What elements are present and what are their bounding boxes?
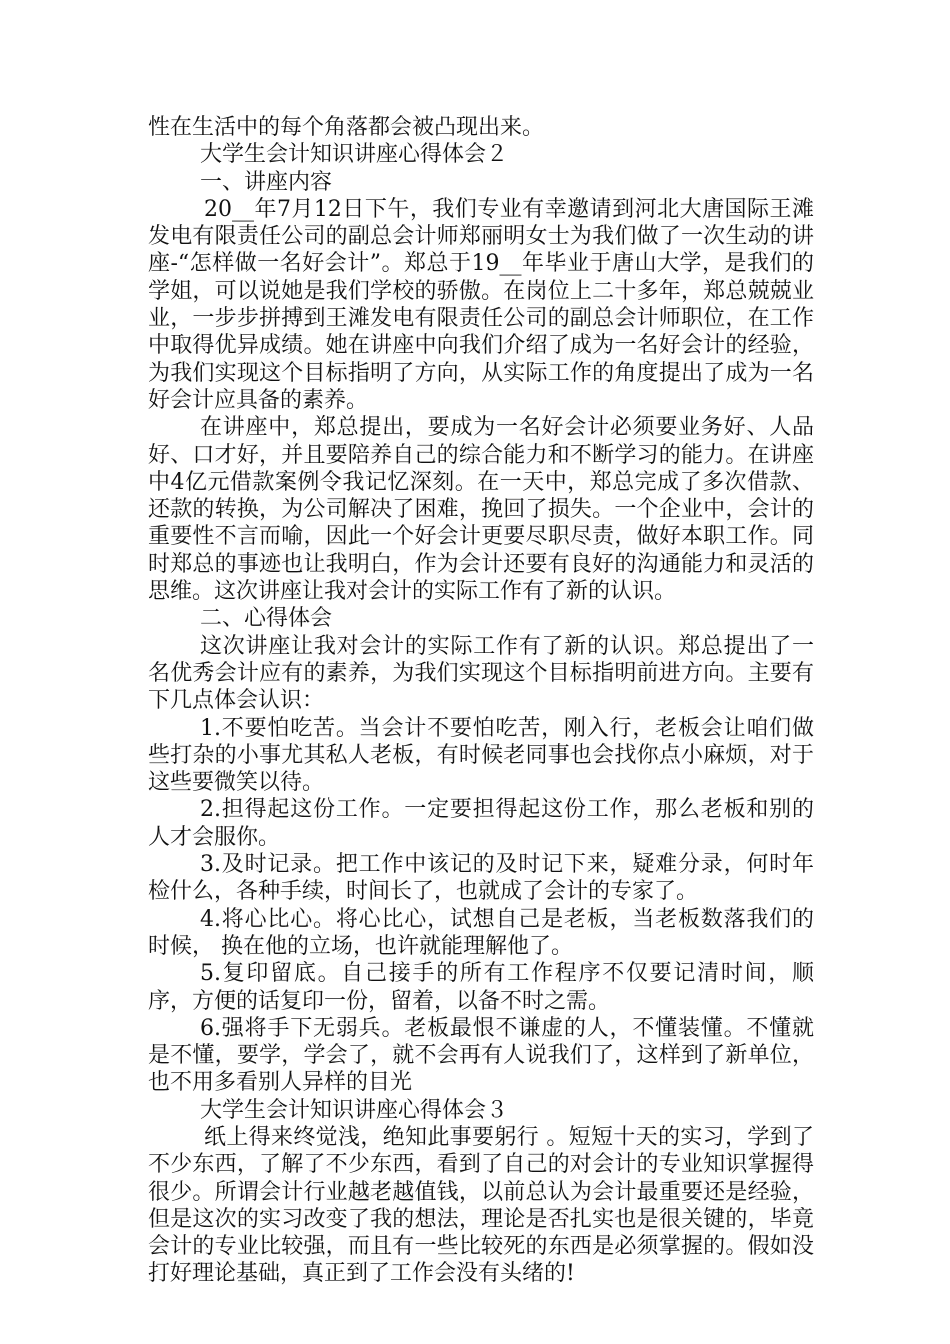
section-title-2: 大学生会计知识讲座心得体会２	[200, 142, 509, 168]
paragraph-lecture-details: 在讲座中，郑总提出，要成为一名好会计必须要业务好、人品好、口才好，并且要陪养自己的综合能力和不断学习的能力。在讲座中4亿元借款案例令我记忆深刻。在一天中，郑总完成了多次借款、还款的转换，为公司解决了困难，挽回了损失。一个企业中，会计的重要性不言而喻，因此一个好会计更要尽职尽责，做好本职工作。同时郑总的事迹也让我明白，作为会计还要有良好的沟通能力和灵活的思维。这次讲座让我对会计的实际工作有了新的认识。	[148, 415, 814, 605]
list-item-2: 2.担得起这份工作。一定要担得起这份工作，那么老板和别的人才会服你。	[148, 797, 814, 850]
list-item-5: 5.复印留底。自己接手的所有工作程序不仅要记清时间，顺序，方便的话复印一份，留着，以备不时之需。	[148, 961, 814, 1014]
subheading-lecture-content: 一、讲座内容	[200, 169, 333, 195]
list-item-1: 1.不要怕吃苦。当会计不要怕吃苦，刚入行，老板会让咱们做些打杂的小事尤其私人老板，有时候老同事也会找你点小麻烦，对于这些要微笑以待。	[148, 715, 814, 796]
paragraph-lecture-intro: 20__年7月12日下午，我们专业有幸邀请到河北大唐国际王滩发电有限责任公司的副总会计师郑丽明女士为我们做了一次生动的讲座-“怎样做一名好会计”。郑总于19__年毕业于唐山大学，是我们的学姐，可以说她是我们学校的骄傲。在岗位上二十多年，郑总兢兢业业，一步步拼搏到王滩发电有限责任公司的副总会计师职位，在工作中取得优异成绩。她在讲座中向我们介绍了成为一名好会计的经验，为我们实现这个目标指明了方向，从实际工作的角度提出了成为一名好会计应具备的素养。	[148, 196, 814, 413]
list-item-6: 6.强将手下无弱兵。老板最恨不谦虚的人，不懂装懂。不懂就是不懂，要学，学会了，就不会再有人说我们了，这样到了新单位，也不用多看别人异样的目光	[148, 1015, 814, 1096]
list-item-4: 4.将心比心。将心比心，试想自己是老板，当老板数落我们的时候， 换在他的立场，也许就能理解他了。	[148, 906, 814, 959]
paragraph-reflections-intro: 这次讲座让我对会计的实际工作有了新的认识。郑总提出了一名优秀会计应有的素养，为我们实现这个目标指明前进方向。主要有下几点体会认识：	[148, 633, 814, 714]
document-body	[148, 114, 814, 1288]
list-item-3: 3.及时记录。把工作中该记的及时记下来，疑难分录，何时年检什么，各种手续，时间长了，也就成了会计的专家了。	[148, 852, 814, 905]
paragraph-internship: 纸上得来终觉浅，绝知此事要躬行 。短短十天的实习，学到了不少东西，了解了不少东西，看到了自己的对会计的专业知识掌握得很少。所谓会计行业越老越值钱，以前总认为会计最重要还是经验，但是这次的实习改变了我的想法，理论是否扎实也是很关键的，毕竟会计的专业比较强，而且有一些比较死的东西是必须掌握的。假如没打好理论基础，真正到了工作会没有头绪的!	[148, 1124, 814, 1287]
paragraph-continuation: 性在生活中的每个角落都会被凸现出来。	[148, 115, 545, 140]
subheading-reflections: 二、心得体会	[200, 606, 333, 632]
section-title-3: 大学生会计知识讲座心得体会３	[200, 1097, 509, 1123]
